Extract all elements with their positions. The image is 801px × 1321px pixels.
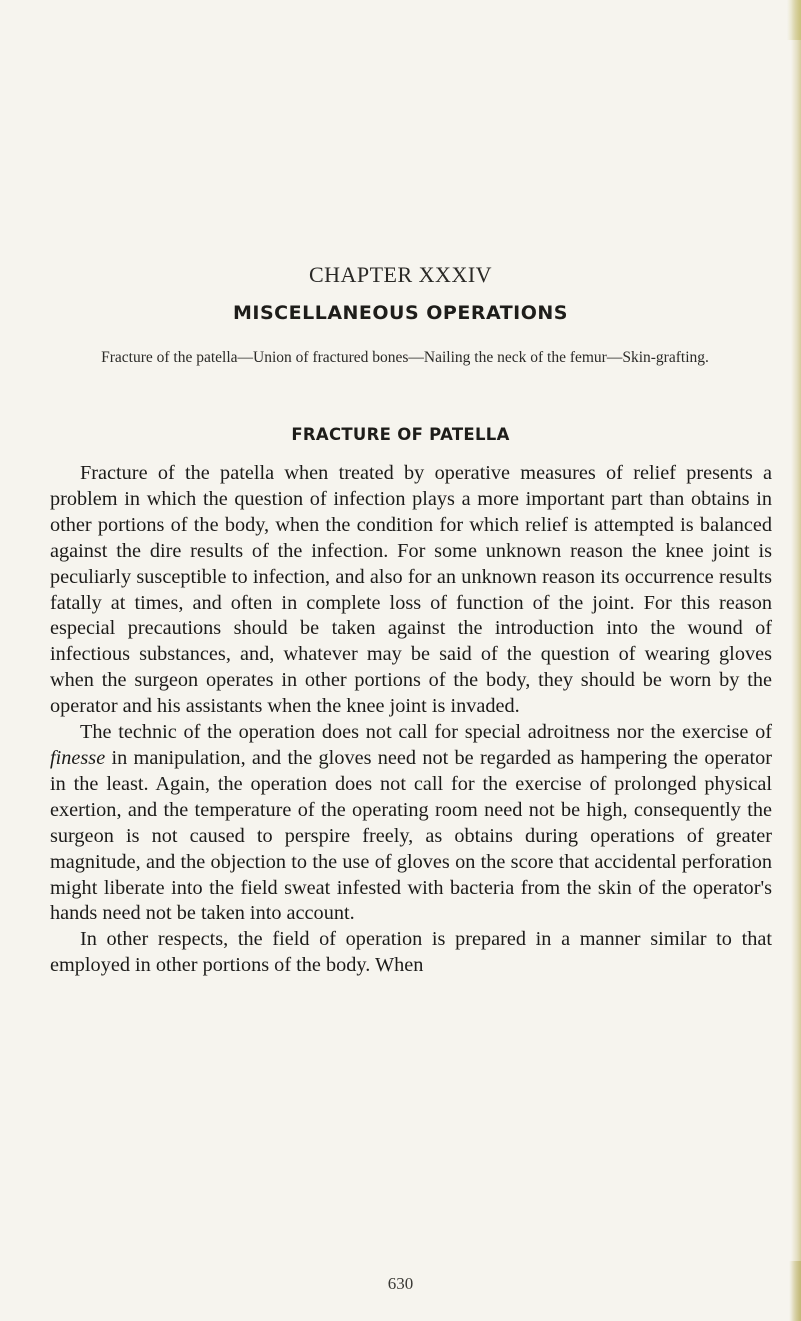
page-number: 630 [387,1274,414,1293]
chapter-summary: Fracture of the patella—Union of fractured bones—Nailing the neck of the femur—Skin-grafting. [101,349,709,366]
paragraph-text: The technic of the operation does not call for special adroitness nor the exercise of [80,721,772,744]
paragraph [50,720,772,927]
paragraph-text: in manipulation, and the gloves need not be regarded as hampering the operator in the least. Again, the operation does not call for the exercise of prolonged physical exertion, and the temperature of the operating room need not be high, consequently the surgeon is not caused to perspire freely, as obtains during operations of greater magnitude, and the objection to the use of gloves on the score that accidental perforation might liberate into the field sweat infested with bacteria from the skin of the operator's hands need not be taken into account. [50,746,772,925]
section-heading: FRACTURE OF PATELLA [291,425,510,444]
page-edge-shadow [791,0,801,1321]
paragraph [50,461,772,720]
paragraph-text: Fracture of the patella when treated by operative measures of relief presents a problem in which the question of infection plays a more important part than obtains in other portions of the body, when the condition for which relief is attempted is balanced against the dire results of the infection. For some unknown reason the knee joint is peculiarly susceptible to infection, and also for an unknown reason its occurrence results fatally at times, and often in complete loss of function of the joint. For this reason especial precautions should be taken against the introduction into the wound of infectious substances, and, whatever may be said of the question of wearing gloves when the surgeon operates in other portions of the body, they should be worn by the operator and his assistants when the knee joint is invaded. [50,462,772,718]
paragraph [50,927,772,979]
chapter-title: MISCELLANEOUS OPERATIONS [233,302,568,324]
paragraph-text: In other respects, the field of operation is prepared in a manner similar to that employed in other portions of the body. When [50,928,772,977]
emphasized-word: finesse [50,746,106,769]
body-text [50,461,772,979]
page-edge-stain-top [787,0,801,40]
chapter-heading: CHAPTER XXXIV [308,262,493,287]
